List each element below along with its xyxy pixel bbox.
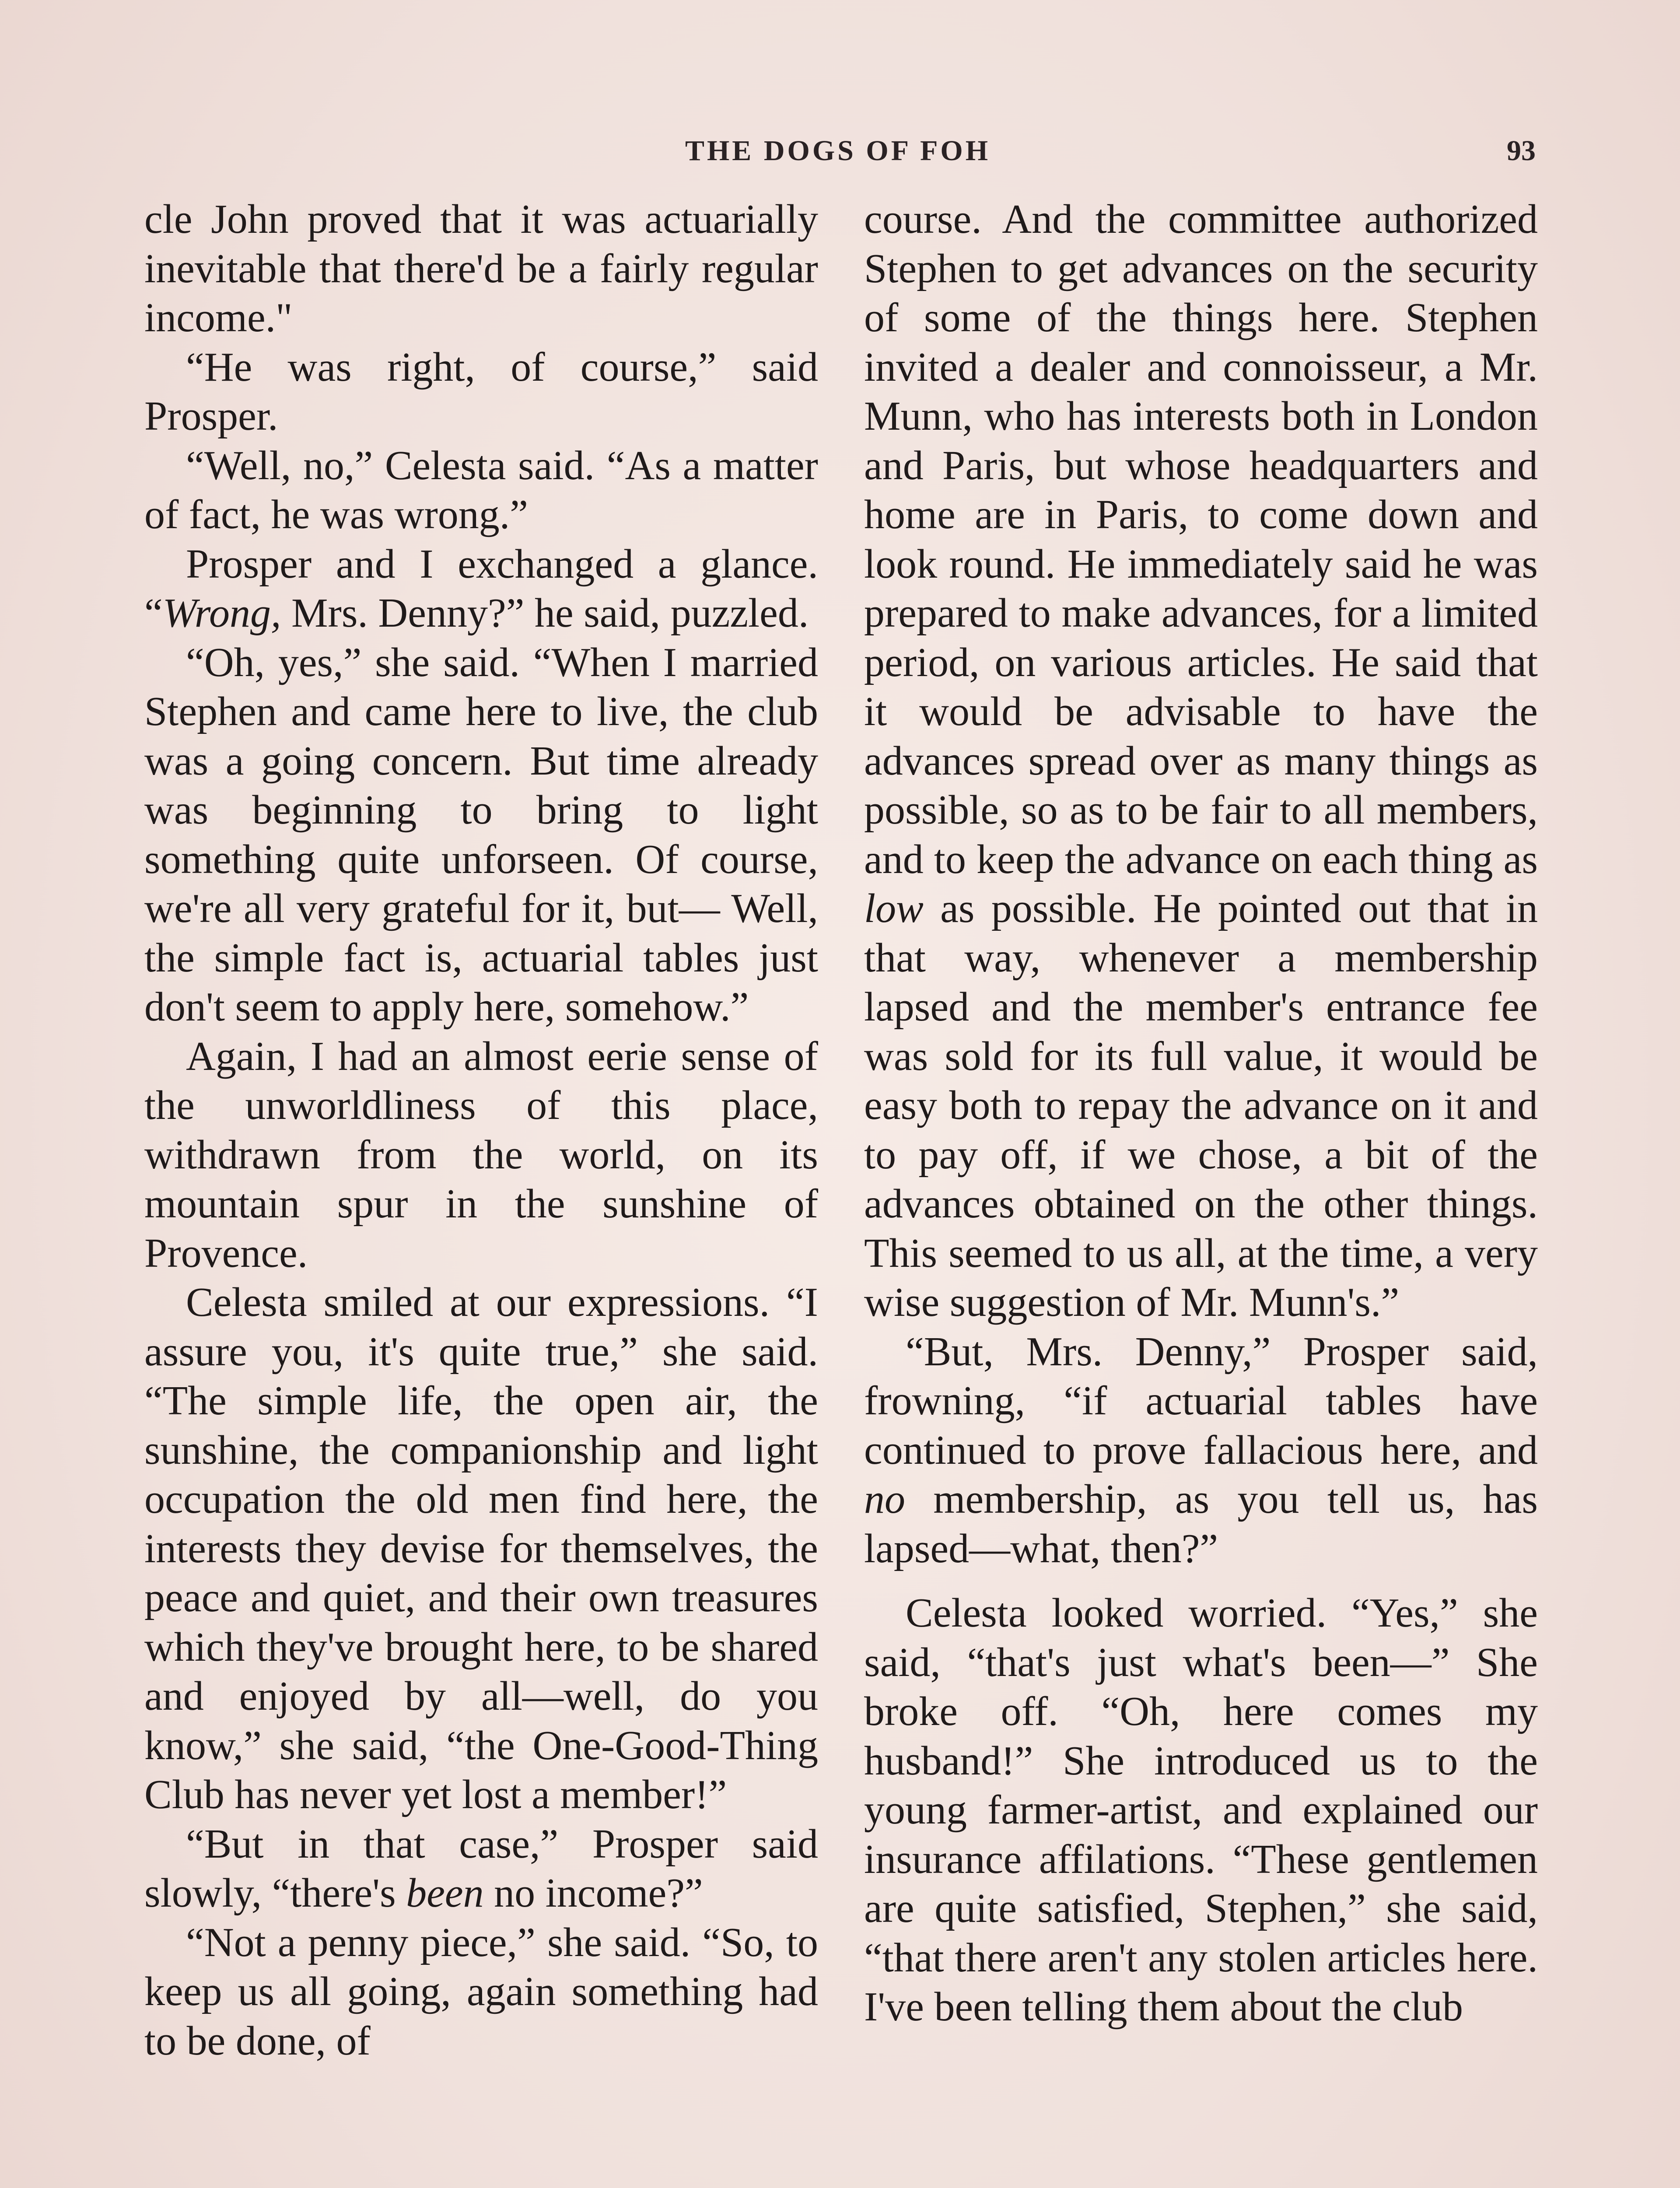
paragraph (144, 540, 818, 638)
page-header (140, 131, 1536, 171)
paragraph (144, 638, 818, 1032)
text-run: no income?” (483, 1870, 703, 1916)
text-run: Celesta smiled at our expressions. “I assure you, it's quite true,” she said. “The simple life, the open air, the sunshine, the companionship and light occupation the old men find here, the interests they devise for themselves, the peace and quiet, and their own treasures which they've brought here, to be shared and enjoyed by all—well, do you know,” she said, “the One-Good-Thing Club has never yet lost a member!” (144, 1280, 818, 1817)
emphasized-text: been (406, 1870, 484, 1916)
paragraph (144, 195, 818, 343)
paragraph (144, 1820, 818, 1918)
emphasized-text: no (864, 1476, 905, 1522)
text-run: “Not a penny piece,” she said. “So, to keep us all going, again something had to be done, of (144, 1919, 818, 2064)
paragraph (144, 1032, 818, 1278)
text-run: Celesta looked worried. “Yes,” she said, “that's just what's been—” She broke off. “Oh, here comes my husband!” She introduced us to the young farmer-artist, and explained our insurance affilations. “These gentlemen are quite satisfied, Stephen,” she said, “that there aren't any stolen articles here. I've been telling them about the club (864, 1590, 1538, 2030)
text-run: “Oh, yes,” she said. “When I married Stephen and came here to live, the club was a going concern. But time already was beginning to bring to light something quite unforseen. Of course, we're all very grateful for it, but— Well, the simple fact is, actuarial tables just don't seem to apply here, somehow.” (144, 639, 818, 1030)
paragraph (144, 441, 818, 540)
text-run: cle John proved that it was actuarially inevitable that there'd be a fairly regular income." (144, 196, 818, 340)
right-text-column (864, 195, 1538, 2032)
emphasized-text: Wrong, (162, 590, 281, 636)
text-run: course. And the committee authorized Stephen to get advances on the security of some of the things here. Stephen invited a dealer and connoisseur, a Mr. Munn, who has interests both in London and Paris, but whose headquarters and home are in Paris, to come down and look round. He immediately said he was prepared to make advances, for a limited period, on various articles. He said that it would be advisable to have the advances spread over as many things as possible, so as to be fair to all members, and to keep the advance on each thing as (864, 196, 1538, 882)
text-run: “Well, no,” Celesta said. “As a matter of fact, he was wrong.” (144, 442, 818, 537)
paragraph (144, 343, 818, 441)
text-run: Again, I had an almost eerie sense of the unworldliness of this place, withdrawn from the world, on its mountain spur in the sunshine of Provence. (144, 1033, 818, 1276)
text-run: “He was right, of course,” said Prosper. (144, 344, 818, 439)
page-number: 93 (1507, 135, 1536, 167)
paragraph (144, 1278, 818, 1820)
emphasized-text: low (864, 886, 924, 931)
text-run: Prosper and I exchanged a glance. “ (144, 541, 818, 636)
text-run: “But in that case,” Prosper said slowly, “there's (144, 1821, 818, 1916)
text-run: “But, Mrs. Denny,” Prosper said, frowning, “if actuarial tables have continued to prove fallacious here, and (864, 1329, 1538, 1473)
text-run: Mrs. Denny?” he said, puzzled. (281, 590, 809, 636)
paragraph (864, 1588, 1538, 2032)
paragraph (864, 1327, 1538, 1574)
left-text-column (144, 195, 818, 2065)
paragraph (864, 195, 1538, 1327)
text-run: as possible. He pointed out that in that way, whenever a membership lapsed and the member's entrance fee was sold for its full value, it would be easy both to repay the advance on it and to pay off, if we chose, a bit of the advances obtained on the other things. This seemed to us all, at the time, a very wise suggestion of Mr. Munn's.” (864, 886, 1538, 1325)
text-run: membership, as you tell us, has lapsed—what, then?” (864, 1476, 1538, 1571)
paragraph (144, 1918, 818, 2066)
running-title: THE DOGS OF FOH (685, 135, 991, 167)
